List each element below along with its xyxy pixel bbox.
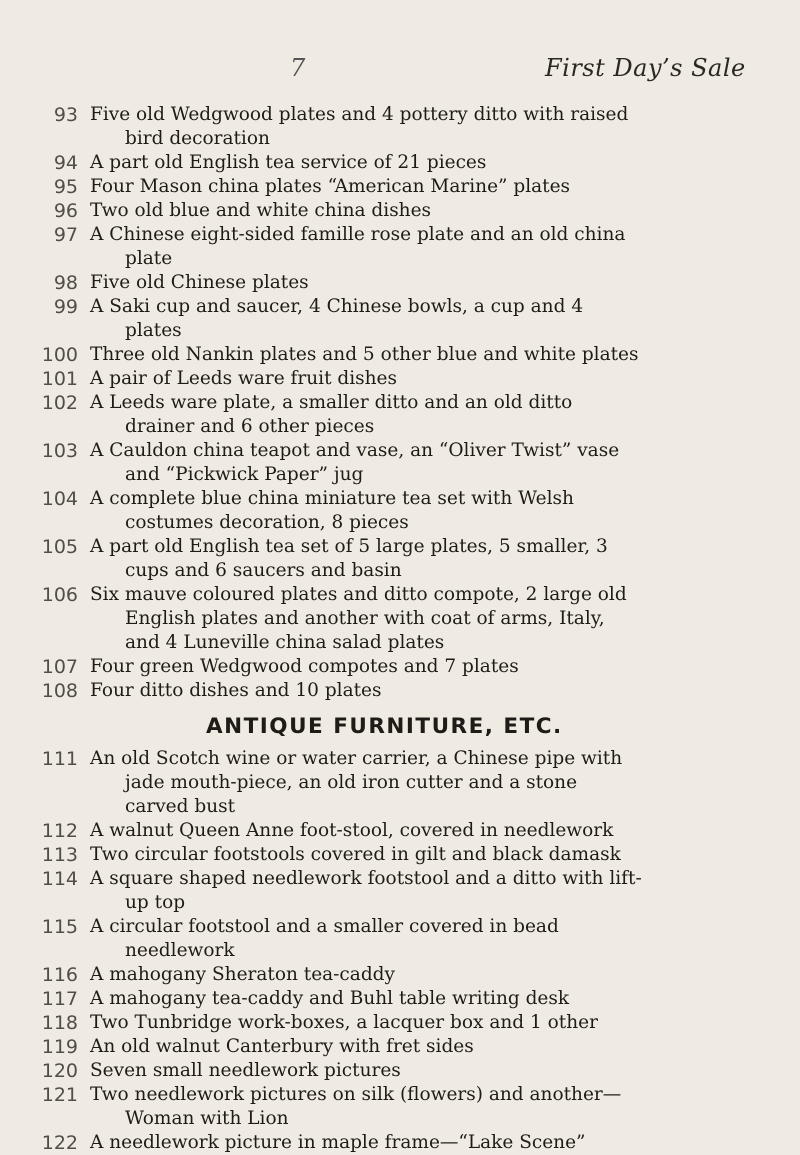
lot-entry xyxy=(0,103,800,151)
lot-entry xyxy=(0,391,800,439)
lot-entry xyxy=(0,1035,800,1059)
lot-number: 103 xyxy=(41,440,78,462)
lot-description: A Cauldon china teapot and vase, an “Oliver Twist” vase and “Pickwick Paper” jug xyxy=(90,440,620,485)
lot-description: A Saki cup and saucer, 4 Chinese bowls, a cup and 4 plates xyxy=(90,296,584,341)
lot-description: Five old Chinese plates xyxy=(90,272,309,293)
lot-entry xyxy=(0,535,800,583)
lot-entry xyxy=(0,819,800,843)
lot-description: Two Tunbridge work-boxes, a lacquer box and 1 other xyxy=(90,1012,598,1033)
lot-entry xyxy=(0,1059,800,1083)
lot-entry xyxy=(0,963,800,987)
lot-description: A pair of Leeds ware fruit dishes xyxy=(90,368,398,389)
lot-description: An old walnut Canterbury with fret sides xyxy=(90,1036,474,1057)
lot-number: 113 xyxy=(41,844,78,866)
lot-number: 122 xyxy=(41,1132,78,1154)
lot-entry xyxy=(0,199,800,223)
lot-number: 106 xyxy=(41,584,78,606)
lot-entry xyxy=(0,175,800,199)
lot-number: 115 xyxy=(41,916,78,938)
lot-number: 108 xyxy=(41,680,78,702)
lot-entry xyxy=(0,1011,800,1035)
lot-number: 93 xyxy=(53,104,78,126)
lot-number: 119 xyxy=(41,1036,78,1058)
lot-description: Three old Nankin plates and 5 other blue and white plates xyxy=(90,344,639,365)
lot-entry xyxy=(0,679,800,703)
lot-entry xyxy=(0,867,800,915)
lot-entry xyxy=(0,439,800,487)
page-header xyxy=(0,52,800,82)
lot-number: 121 xyxy=(41,1084,78,1106)
lot-number: 120 xyxy=(41,1060,78,1082)
lot-number: 97 xyxy=(53,224,78,246)
lot-description: An old Scotch wine or water carrier, a Chinese pipe with jade mouth-piece, an old iron cutter and a stone carved bust xyxy=(90,748,623,817)
lot-description: Four Mason china plates “American Marine” plates xyxy=(90,176,571,197)
lot-entry xyxy=(0,655,800,679)
lot-entry xyxy=(0,1131,800,1155)
lot-description: A mahogany tea-caddy and Buhl table writing desk xyxy=(90,988,570,1009)
lot-number: 112 xyxy=(41,820,78,842)
lot-description: Four ditto dishes and 10 plates xyxy=(90,680,382,701)
lot-entry xyxy=(0,367,800,391)
lot-description: A walnut Queen Anne foot-stool, covered in needlework xyxy=(90,820,614,841)
lot-description: A circular footstool and a smaller covered in bead needlework xyxy=(90,916,559,961)
lot-entry xyxy=(0,271,800,295)
lot-number: 99 xyxy=(53,296,78,318)
lot-entry xyxy=(0,295,800,343)
lot-number: 105 xyxy=(41,536,78,558)
lot-entry xyxy=(0,843,800,867)
lot-number: 117 xyxy=(41,988,78,1010)
lot-entry xyxy=(0,915,800,963)
lot-number: 107 xyxy=(41,656,78,678)
lot-number: 95 xyxy=(53,176,78,198)
lot-entry xyxy=(0,151,800,175)
lot-description: Six mauve coloured plates and ditto compote, 2 large old English plates and another with coat of arms, Italy, and 4 Luneville china salad plates xyxy=(90,584,627,653)
lot-description: A needlework picture in maple frame—“Lake Scene” xyxy=(90,1132,586,1153)
lot-entry xyxy=(0,747,800,819)
lot-number: 101 xyxy=(41,368,78,390)
lot-description: A complete blue china miniature tea set with Welsh costumes decoration, 8 pieces xyxy=(90,488,574,533)
lot-description: A Chinese eight-sided famille rose plate and an old china plate xyxy=(90,224,626,269)
lot-entry xyxy=(0,487,800,535)
lot-description: Seven small needlework pictures xyxy=(90,1060,401,1081)
lot-description: A Leeds ware plate, a smaller ditto and an old ditto drainer and 6 other pieces xyxy=(90,392,573,437)
lot-number: 104 xyxy=(41,488,78,510)
lot-entry xyxy=(0,343,800,367)
lot-number: 111 xyxy=(41,748,78,770)
lot-number: 118 xyxy=(41,1012,78,1034)
lot-description: Five old Wedgwood plates and 4 pottery ditto with raised bird decoration xyxy=(90,104,629,149)
page-number: 7 xyxy=(290,54,306,82)
lot-entry xyxy=(0,1083,800,1131)
lot-number: 98 xyxy=(53,272,78,294)
lot-description: Two old blue and white china dishes xyxy=(90,200,432,221)
lot-description: A mahogany Sheraton tea-caddy xyxy=(90,964,395,985)
lot-description: A part old English tea service of 21 pieces xyxy=(90,152,487,173)
section-heading: ANTIQUE FURNITURE, ETC. xyxy=(206,714,563,739)
lot-number: 102 xyxy=(41,392,78,414)
lot-description: A square shaped needlework footstool and a ditto with lift-up top xyxy=(90,868,642,913)
lot-description: Four green Wedgwood compotes and 7 plates xyxy=(90,656,519,677)
lot-entry xyxy=(0,583,800,655)
lot-entry xyxy=(0,223,800,271)
lot-list xyxy=(0,103,800,1155)
running-title: First Day’s Sale xyxy=(545,54,746,82)
lot-description: Two needlework pictures on silk (flowers) and another—Woman with Lion xyxy=(90,1084,622,1129)
lot-number: 96 xyxy=(53,200,78,222)
lot-description: A part old English tea set of 5 large plates, 5 smaller, 3 cups and 6 saucers and basin xyxy=(90,536,608,581)
lot-entry xyxy=(0,987,800,1011)
lot-number: 114 xyxy=(41,868,78,890)
lot-number: 116 xyxy=(41,964,78,986)
lot-description: Two circular footstools covered in gilt and black damask xyxy=(90,844,621,865)
lot-number: 100 xyxy=(41,344,78,366)
lot-number: 94 xyxy=(53,152,78,174)
